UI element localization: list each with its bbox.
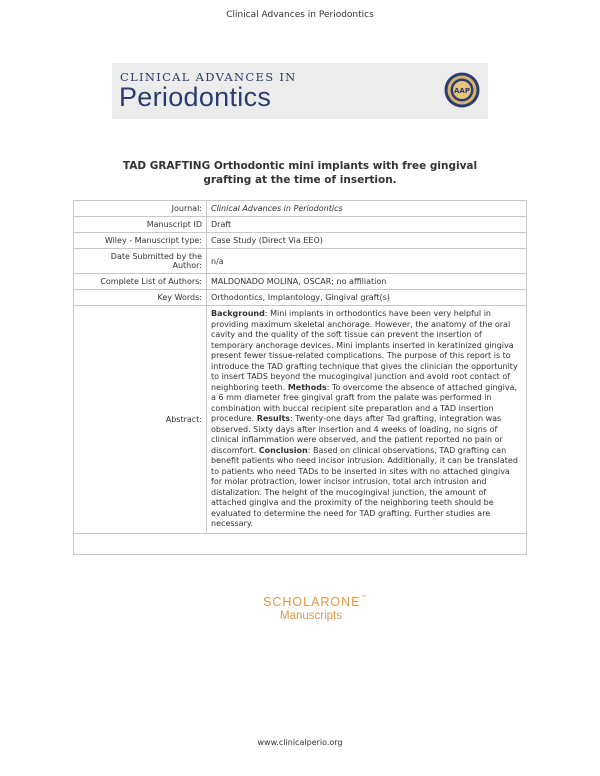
scholarone-brand: SCHOLARONE (263, 595, 361, 609)
keywords-value: Orthodontics, Implantology, Gingival graft(s) (207, 290, 527, 306)
abstract-conclusion-text: : Based on clinical observations, TAD grafting can benefit patients who need incisor intrusion. Additionally, it can be translated to patients who need TADs to be inserted in sites with no attached gingiva for molar protraction, lower incisor intrusion, total arch intrusion and distalization. The height of the mucogingival junction, the amount of attached gingiva and the proximity of the neighboring teeth should be evaluated to determine the need for TAD grafting. Further studies are necessary. (211, 445, 518, 528)
logo-top-text: CLINICAL ADVANCES IN (120, 70, 297, 84)
title-line-2: grafting at the time of insertion. (203, 174, 397, 186)
authors-label: Complete List of Authors: (74, 274, 207, 290)
footer-url: www.clinicalperio.org (257, 738, 343, 747)
seal-text: AAP (454, 87, 470, 95)
abstract-conclusion-heading: Conclusion (258, 445, 308, 455)
table-row-empty (74, 533, 527, 554)
keywords-label: Key Words: (74, 290, 207, 306)
date-submitted-value: n/a (207, 249, 527, 274)
aap-seal-icon (444, 72, 480, 108)
manuscript-type-value: Case Study (Direct Via EEO) (207, 233, 527, 249)
abstract-methods-text: : To overcome the absence of attached gingiva, a 6 mm diameter free gingival graft from the palate was performed in combination with buccal recipient site preparation and a TAD insertion procedure. (211, 382, 517, 423)
date-label-line-1: Date Submitted by the (110, 252, 202, 261)
empty-cell (74, 533, 527, 554)
manuscript-id-value: Draft (207, 217, 527, 233)
table-row (74, 306, 527, 534)
abstract-label: Abstract: (74, 306, 207, 534)
table-row (74, 274, 527, 290)
table-row (74, 217, 527, 233)
paper-title (60, 159, 540, 187)
authors-value: MALDONADO MOLINA, OSCAR; no affiliation (207, 274, 527, 290)
table-row (74, 201, 527, 217)
abstract-text (207, 306, 527, 534)
abstract-background-text: : Mini implants in orthodontics have been very helpful in providing maximum skeletal anchorage. However, the anatomy of the oral cavity and the quality of the soft tissue can prevent the insertion of temporary anchorage devices. Mini implants inserted in keratinized gingiva present fewer tissue-related complications. The purpose of this report is to introduce the TAD grafting technique that gives the clinician the opportunity to insert TADS beyond the mucogingival junction and avoid root contact of neighboring teeth. (211, 309, 518, 392)
scholarone-logo (263, 591, 367, 622)
abstract-methods-heading: Methods (287, 382, 327, 392)
manuscript-id-label: Manuscript ID (74, 217, 207, 233)
table-row (74, 290, 527, 306)
title-line-1: TAD GRAFTING Orthodontic mini implants with free gingival (122, 160, 478, 172)
manuscript-metadata-table (73, 200, 527, 555)
date-label-line-2: Author: (172, 261, 202, 270)
manuscript-type-label: Wiley - Manuscript type: (74, 233, 207, 249)
table-row (74, 249, 527, 274)
scholarone-manuscripts: Manuscripts (280, 610, 342, 622)
journal-value: Clinical Advances in Periodontics (207, 201, 527, 217)
journal-logo-banner (112, 63, 488, 119)
logo-main-text: Periodontics (119, 82, 272, 112)
table-row (74, 233, 527, 249)
abstract-background-heading: Background (211, 309, 265, 318)
running-head: Clinical Advances in Periodontics (226, 10, 374, 20)
date-submitted-label (74, 249, 207, 274)
abstract-results-text: : Twenty-one days after Tad grafting, integration was observed. Sixty days after insertion and 4 weeks of loading, no signs of clinical inflammation were observed, and the patient reported no pain or discomfort. (211, 414, 503, 455)
scholarone-tm: ™ (360, 594, 367, 602)
abstract-results-heading: Results (256, 414, 291, 423)
journal-label: Journal: (74, 201, 207, 217)
